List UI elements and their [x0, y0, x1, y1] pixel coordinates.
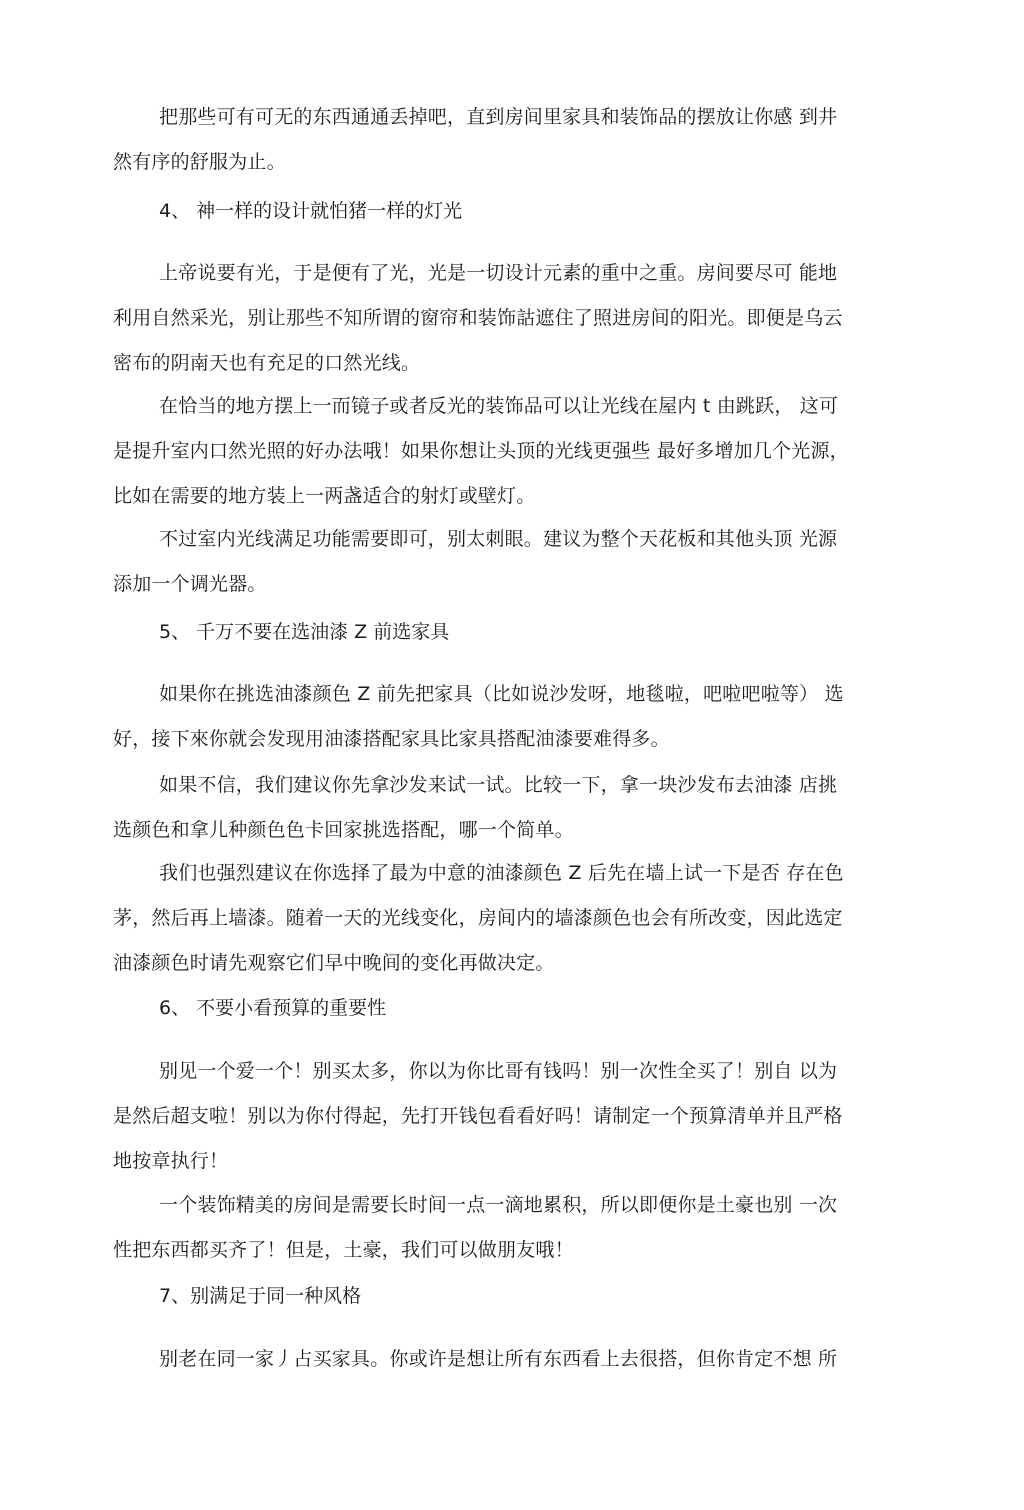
- paragraph: [113, 95, 913, 185]
- section-heading-4: 4、 神一样的设计就怕猪一样的灯光: [159, 200, 463, 222]
- text-line: 别老在同一家丿占买家具。你或许是想让所有东西看上去很搭，但你肯定不想 所: [159, 1348, 838, 1370]
- text-line: 不过室内光线满足功能需要即可，别太刺眼。建议为整个天花板和其他头顶 光源: [159, 528, 838, 550]
- text-line: 添加一个调光器。: [113, 573, 267, 595]
- text-line: 我们也强烈建议在你选择了最为中意的油漆颜色 Z 后先在墙上试一下是否 存在色: [159, 862, 844, 884]
- paragraph: [113, 1049, 913, 1184]
- text-line: 选颜色和拿儿种颜色色卡回家挑选搭配，哪一个简单。: [113, 819, 574, 841]
- section-heading-7: 7、别满足于同一种风格: [159, 1285, 362, 1307]
- text-line: 如果不信，我们建议你先拿沙发来试一试。比较一下，拿一块沙发布去油漆 店挑: [159, 774, 838, 796]
- paragraph: [113, 1183, 913, 1273]
- text-line: 如果你在挑选油漆颜色 Z 前先把家具（比如说沙发呀，地毯啦，吧啦吧啦等） 选: [159, 683, 844, 705]
- paragraph: [113, 763, 913, 853]
- text-line: 地按章执行！: [113, 1150, 229, 1172]
- text-line: 比如在需要的地方装上一两盏适合的射灯或壁灯。: [113, 485, 536, 507]
- text-line: 油漆颜色时请先观察它们早中晚间的变化再做决定。: [113, 952, 555, 974]
- text-line: 利用自然采光，别让那些不知所谓的窗帘和装饰詁遮住了照进房间的阳光。即便是乌云: [113, 307, 843, 329]
- section-heading-6: 6、 不要小看预算的重要性: [159, 997, 387, 1019]
- paragraph: [113, 851, 913, 986]
- paragraph: [113, 1337, 913, 1382]
- text-line: 好，接下來你就会发现用油漆搭配家具比家具搭配油漆要难得多。: [113, 728, 670, 750]
- text-line: 在恰当的地方摆上一而镜子或者反光的装饰品可以让光线在屋内 t 由跳跃， 这可: [159, 395, 839, 417]
- paragraph: [113, 384, 913, 519]
- text-line: 一个装饰精美的房间是需要长时间一点一滴地累积，所以即便你是土豪也别 一次: [159, 1194, 838, 1216]
- text-line: 然有序的舒服为止。: [113, 151, 286, 173]
- text-line: 是然后超支啦！别以为你付得起，先打开钱包看看好吗！请制定一个预算清单并且严格: [113, 1105, 843, 1127]
- section-heading-5: 5、 千万不要在选油漆 Z 前选家具: [159, 621, 450, 643]
- text-line: 是提升室内口然光照的好办法哦！如果你想让头顶的光线更强些 最好多增加几个光源，: [113, 440, 849, 462]
- paragraph: [113, 672, 913, 762]
- text-line: 上帝说要有光，于是便有了光，光是一切设计元素的重中之重。房间要尽可 能地: [159, 262, 838, 284]
- text-line: 密布的阴南天也有充足的口然光线。: [113, 352, 421, 374]
- paragraph: [113, 517, 913, 607]
- text-line: 把那些可有可无的东西通通丢掉吧，直到房间里家具和装饰品的摆放让你感 到井: [159, 106, 838, 128]
- text-line: 别见一个爱一个！别买太多，你以为你比哥有钱吗！别一次性全买了！别自 以为: [159, 1060, 838, 1082]
- text-line: 茅，然后再上墙漆。随着一天的光线变化，房间内的墙漆颜色也会有所改变，因此选定: [113, 907, 843, 929]
- paragraph: [113, 251, 913, 386]
- text-line: 性把东西都买齐了！但是，土豪，我们可以做朋友哦！: [113, 1239, 574, 1261]
